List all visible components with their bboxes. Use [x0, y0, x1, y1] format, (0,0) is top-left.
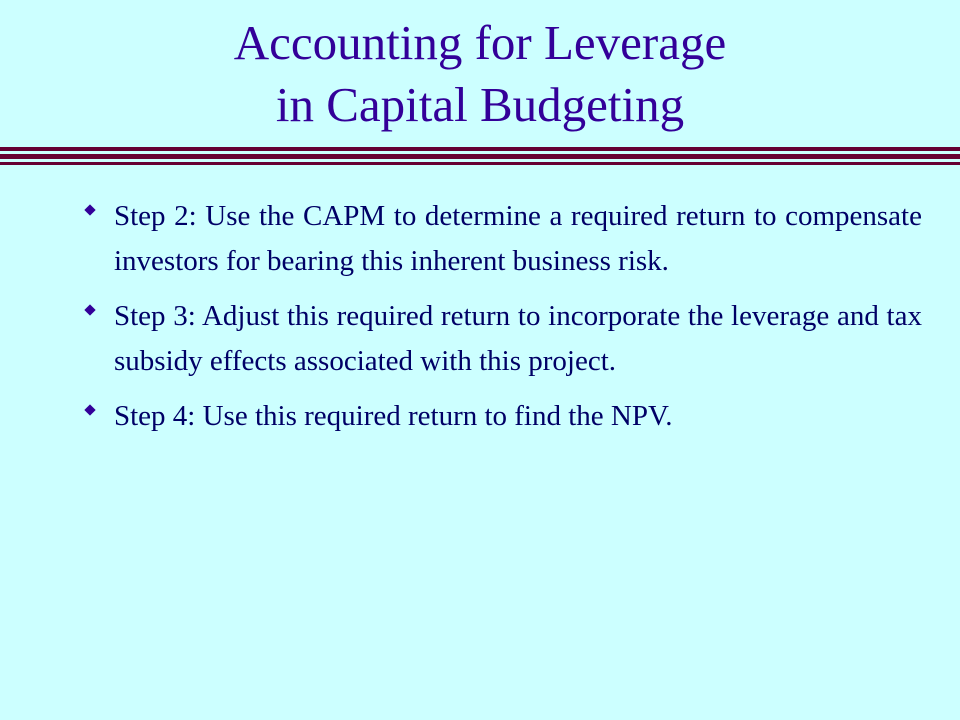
title-rule-top — [0, 147, 960, 151]
bullet-text: Step 3: Adjust this required return to incorporate the leverage and tax subsidy effects associated with this project. — [114, 300, 922, 377]
title-line-2: in Capital Budgeting — [275, 77, 685, 132]
diamond-bullet-icon — [84, 304, 95, 315]
bullet-list — [82, 194, 922, 449]
title-rule-middle — [0, 154, 960, 159]
bullet-text: Step 2: Use the CAPM to determine a required return to compensate investors for bearing this inherent business risk. — [114, 200, 922, 277]
title-rule-bottom — [0, 162, 960, 165]
bullet-text: Step 4: Use this required return to find the NPV. — [114, 400, 673, 432]
title-line-1: Accounting for Leverage — [233, 15, 727, 70]
bullet-item-step-4 — [82, 394, 922, 439]
slide-title — [0, 12, 960, 136]
bullet-item-step-3 — [82, 294, 922, 384]
bullet-item-step-2 — [82, 194, 922, 284]
diamond-bullet-icon — [84, 404, 95, 415]
diamond-bullet-icon — [84, 204, 95, 215]
